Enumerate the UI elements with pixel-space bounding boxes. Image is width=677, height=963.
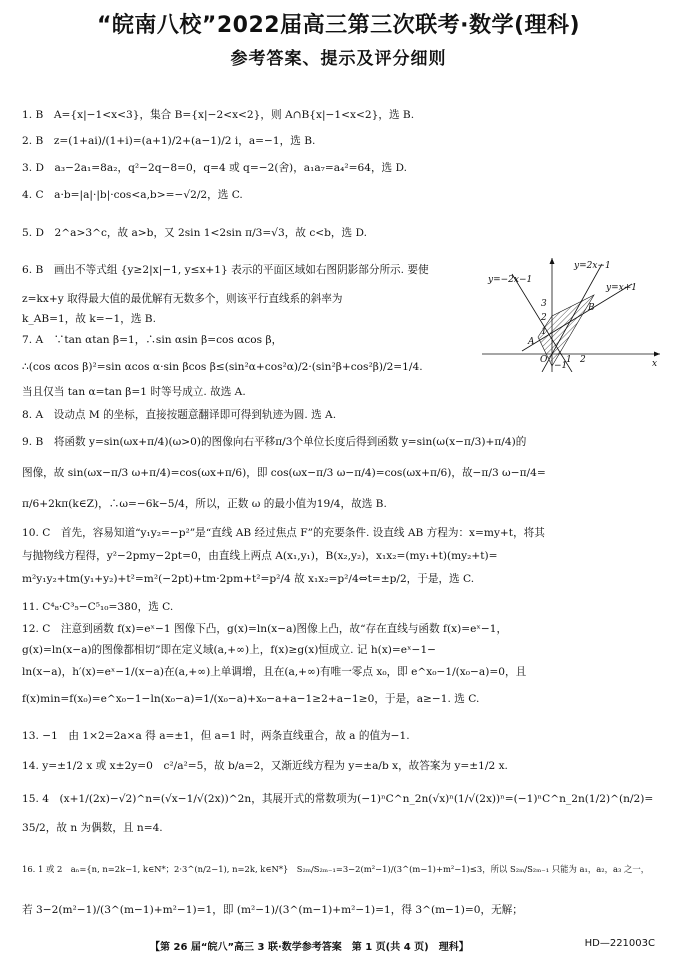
answer-line: 2. B z=(1+ai)/(1+i)=(a+1)/2+(a−1)/2 i，a=−1，选 B. — [22, 135, 316, 147]
answer-line: g(x)=ln(x−a)的图像都相切”即在定义域(a,+∞)上，f(x)≥g(x)恒成立. 记 h(x)=eˣ−1− — [22, 644, 437, 656]
answer-line: 6. B 画出不等式组 {y≥2|x|−1, y≤x+1} 表示的平面区域如右图阴影部分所示. 要使 — [22, 264, 429, 276]
region-figure — [482, 254, 662, 372]
answer-line: ln(x−a)，h′(x)=eˣ−1/(x−a)在(a,+∞)上单调增，且在(a,+∞)有唯一零点 x₀，即 e^x₀−1/(x₀−a)=0，且 — [22, 666, 527, 678]
answer-line: k_AB=1，故 k=−1，选 B. — [22, 313, 156, 325]
answer-line: 与抛物线方程得，y²−2pmy−2pt=0，由直线上两点 A(x₁,y₁)，B(x₂,y₂)，x₁x₂=(my₁+t)(my₂+t)= — [22, 550, 498, 562]
answer-line: m²y₁y₂+tm(y₁+y₂)+t²=m²(−2pt)+tm·2pm+t²=p²/4 故 x₁x₂=p²/4⇔t=±p/2，于是，选 C. — [22, 573, 475, 585]
answer-line: 当且仅当 tan α=tan β=1 时等号成立. 故选 A. — [22, 386, 246, 398]
page-subtitle: 参考答案、提示及评分细则 — [230, 49, 447, 69]
answer-line: 11. C⁴₈·C³₅−C⁵₁₀=380，选 C. — [22, 601, 174, 613]
figure-label: A — [528, 337, 535, 347]
y-axis-arrow — [550, 258, 555, 264]
figure-label: −1 — [554, 361, 568, 371]
figure-label: 1 — [566, 355, 572, 365]
answer-line: π/6+2kπ(k∈Z)，∴ω=−6k−5/4，所以，正数 ω 的最小值为19/4，故选 B. — [22, 498, 387, 510]
figure-label: y=x+1 — [606, 283, 637, 293]
answer-line: 7. A ∵tan αtan β=1，∴sin αsin β=cos αcos β， — [22, 334, 283, 346]
footer-info: 【第 26 届“皖八”高三 3 联·数学参考答案 第 1 页(共 4 页) 理科】 — [150, 942, 469, 953]
figure-label: B — [588, 303, 595, 313]
figure-label: 1 — [541, 327, 547, 337]
page-title: “皖南八校”2022届高三第三次联考·数学(理科) — [96, 13, 581, 38]
answer-line: 16. 1 或 2 aₙ={n, n=2k−1, k∈N*；2·3^(n/2−1), n=2k, k∈N*} S₂ₘ/S₂ₘ₋₁=3−2(m²−1)/(3^(m−1)+m²−1)≤3，所以 S₂ₘ/S₂ₘ₋₁ 只能为 a₁，a₂，a₃ 之一， — [22, 864, 650, 874]
answer-line: f(x)min=f(x₀)=e^x₀−1−ln(x₀−a)=1/(x₀−a)+x₀−a+a−1≥2+a−1≥0，于是，a≥−1. 选 C. — [22, 693, 480, 705]
answer-line: 5. D 2^a>3^c，故 a>b，又 2sin 1<2sin π/3=√3，故 c<b，选 D. — [22, 227, 367, 239]
figure-label: 3 — [541, 299, 547, 309]
answer-line: 9. B 将函数 y=sin(ωx+π/4)(ω>0)的图像向右平移π/3个单位长度后得到函数 y=sin(ω(x−π/3)+π/4)的 — [22, 436, 527, 448]
answer-line: 15. 4 (x+1/(2x)−√2)^n=(√x−1/√(2x))^2n，其展开式的常数项为(−1)ⁿC^n_2n(√x)ⁿ(1/√(2x))ⁿ=(−1)ⁿC^n_2n(1/2)^(n/2)= — [22, 793, 654, 805]
figure-label: y=−2x−1 — [488, 275, 533, 285]
answer-line: 8. A 设动点 M 的坐标，直接按题意翻译即可得到轨迹为圆. 选 A. — [22, 409, 337, 421]
answer-line: 14. y=±1/2 x 或 x±2y=0 c²/a²=5，故 b/a=2，又渐近线方程为 y=±a/b x，故答案为 y=±1/2 x. — [22, 760, 508, 772]
answer-line: 35/2，故 n 为偶数，且 n=4. — [22, 822, 163, 834]
figure-label: y=2x−1 — [574, 261, 611, 271]
figure-label: O — [540, 355, 548, 365]
figure-label: x — [652, 359, 658, 369]
answer-line: 13. −1 由 1×2=2a×a 得 a=±1，但 a=1 时，两条直线重合，故 a 的值为−1. — [22, 730, 410, 742]
answer-line: 10. C 首先，容易知道“y₁y₂=−p²”是“直线 AB 经过焦点 F”的充要条件. 设直线 AB 方程为：x=my+t，将其 — [22, 527, 545, 539]
answer-line: 若 3−2(m²−1)/(3^(m−1)+m²−1)=1，即 (m²−1)/(3^(m−1)+m²−1)=1，得 3^(m−1)=0，无解； — [22, 904, 523, 916]
answer-line: z=kx+y 取得最大值的最优解有无数多个，则该平行直线系的斜率为 — [22, 293, 343, 305]
footer-code: HD—221003C — [584, 938, 655, 949]
x-axis-arrow — [654, 352, 660, 357]
figure-label: 2 — [541, 313, 547, 323]
answer-line: ∴(cos αcos β)²=sin αcos α·sin βcos β≤(sin²α+cos²α)/2·(sin²β+cos²β)/2=1/4. — [22, 361, 423, 373]
answer-line: 图像，故 sin(ωx−π/3 ω+π/4)=cos(ωx+π/6)，即 cos(ωx−π/3 ω−π/4)=cos(ωx+π/6)，故−π/3 ω−π/4= — [22, 467, 546, 479]
answer-line: 3. D a₃−2a₁=8a₂，q²−2q−8=0，q=4 或 q=−2(舍)，a₁a₇=a₄²=64，选 D. — [22, 162, 407, 174]
answer-line: 4. C a·b=|a|·|b|·cos<a,b>=−√2/2，选 C. — [22, 189, 243, 201]
figure-label: 2 — [580, 355, 586, 365]
answer-line: 12. C 注意到函数 f(x)=eˣ−1 图像下凸，g(x)=ln(x−a)图像上凸，故“存在直线与函数 f(x)=eˣ−1， — [22, 623, 508, 635]
answer-line: 1. B A={x|−1<x<3}，集合 B={x|−2<x<2}，则 A∩B{x|−1<x<2}，选 B. — [22, 109, 415, 121]
